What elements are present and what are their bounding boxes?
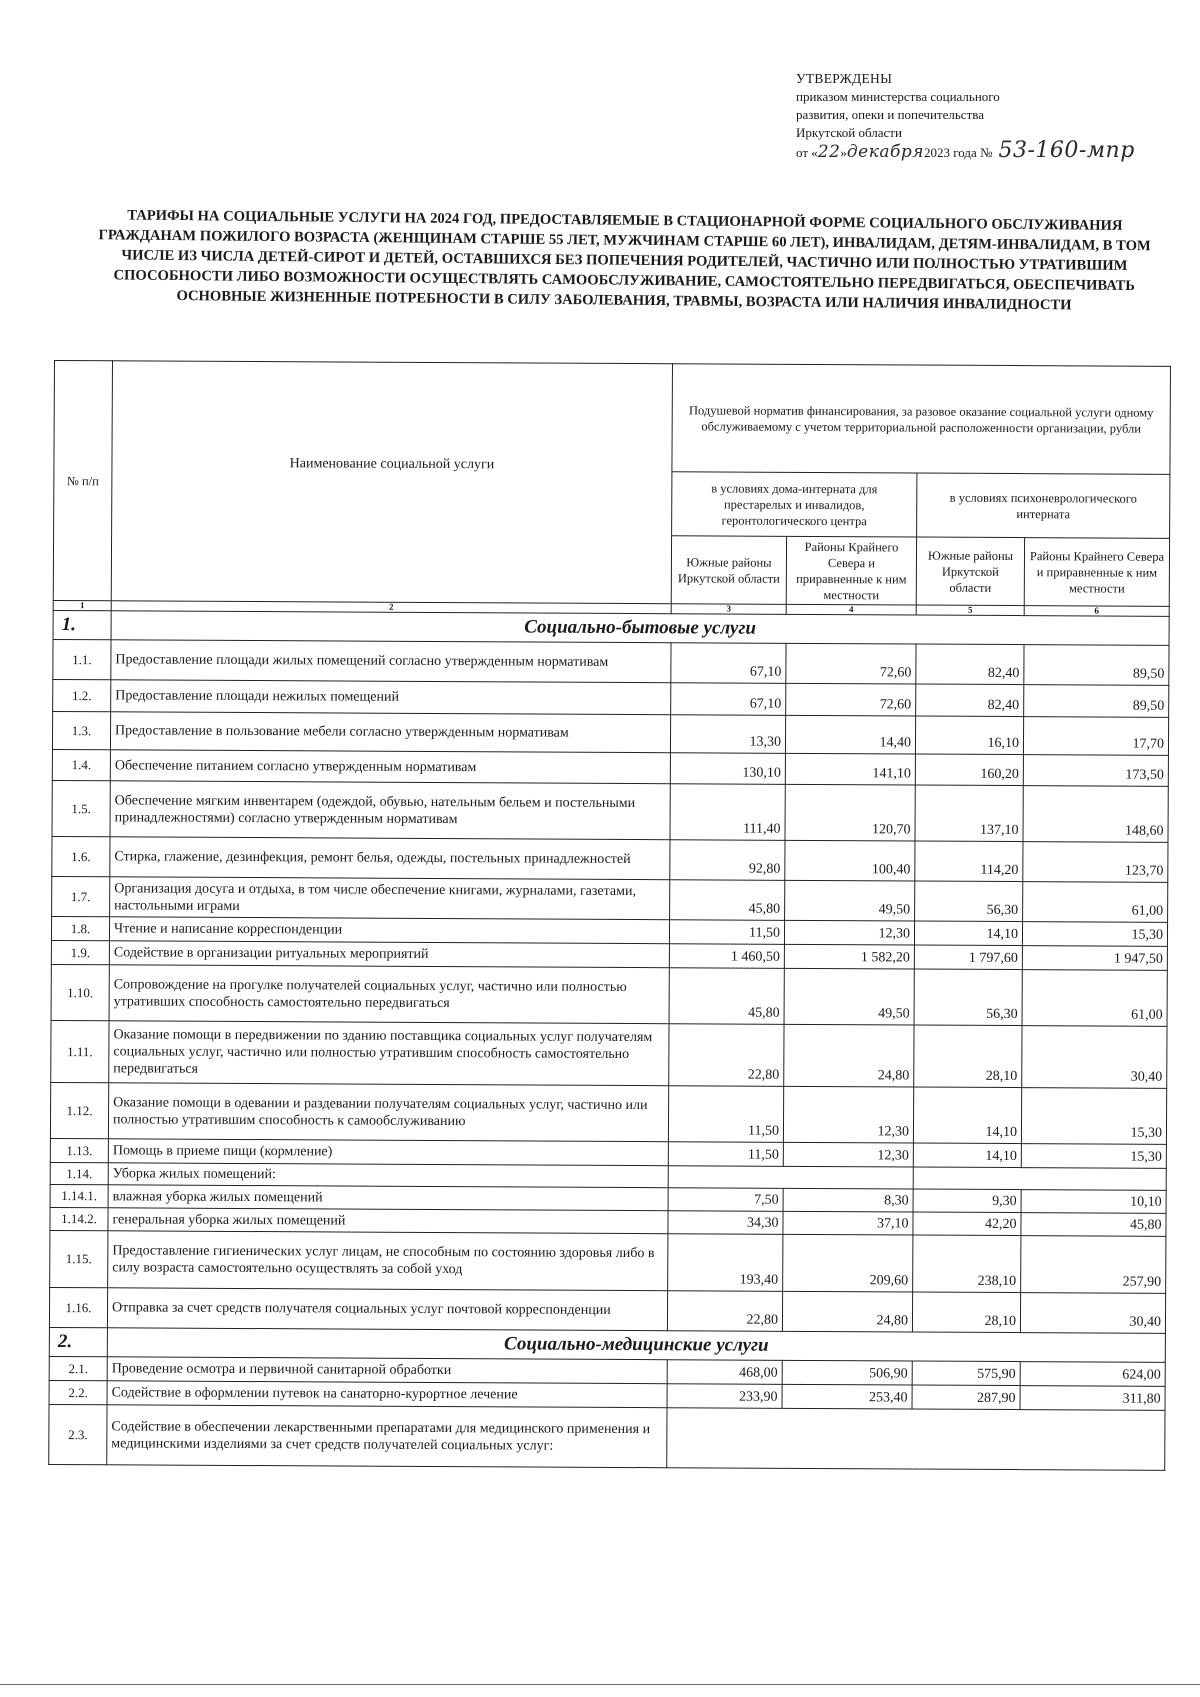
tariff-value: 14,40: [785, 715, 915, 754]
tariff-value: 173,50: [1023, 755, 1168, 787]
row-number: 1.14.1.: [50, 1184, 108, 1207]
row-number: 1.15.: [50, 1230, 108, 1287]
approval-line-2: развития, опеки и попечительства: [796, 107, 984, 122]
approval-line-3: Иркутской области: [796, 125, 902, 140]
tariff-value: 123,70: [1023, 842, 1168, 883]
tariff-value: 14,10: [913, 1087, 1021, 1144]
tariff-value: 45,80: [1021, 1213, 1166, 1237]
tariff-value: 253,40: [782, 1384, 912, 1409]
table-row: [49, 1287, 1165, 1333]
row-number: 1.1.: [53, 639, 111, 679]
tariff-value: 14,10: [914, 921, 1022, 946]
service-name: Отправка за счет средств получателя социальных услуг почтовой корреспонденции: [107, 1288, 667, 1331]
tariff-value: 61,00: [1022, 970, 1167, 1027]
section-title: Социально-бытовые услуги: [111, 611, 1169, 646]
section-number: 1.: [53, 610, 111, 639]
service-name: Предоставление гигиенических услуг лицам, не способным по состоянию здоровья либо в силу возраста самостоятельно осуществлять за собой уход: [108, 1231, 668, 1291]
column-number: 2: [111, 601, 671, 614]
approval-from-label: от «: [796, 145, 818, 160]
tariff-value: 61,00: [1023, 882, 1168, 923]
tariff-value: 209,60: [783, 1234, 913, 1292]
tariff-value: 89,50: [1024, 685, 1169, 718]
tariff-value: 22,80: [667, 1291, 782, 1332]
tariff-value: 67,10: [671, 683, 786, 716]
approval-year-label: 2023 года №: [924, 145, 993, 160]
row-number: 1.10.: [51, 964, 109, 1020]
empty-value-cell: [913, 1167, 1166, 1190]
row-number: 1.8.: [51, 916, 109, 940]
row-number: 1.5.: [52, 780, 110, 836]
header-group-2: в условиях психоневрологического интерната: [917, 473, 1170, 538]
service-name: Оказание помощи в одевании и раздевании получателям социальных услуг, частично или полностью утратившим способность к самообслуживанию: [108, 1083, 668, 1142]
table-row: [52, 836, 1168, 882]
table-body: [49, 610, 1169, 1470]
tariff-value: 12,30: [783, 1086, 913, 1143]
tariff-value: 193,40: [668, 1234, 783, 1292]
tariff-value: 17,70: [1023, 717, 1168, 756]
header-col-4: Районы Крайнего Севера и приравненные к ним местности: [786, 536, 916, 605]
tariff-value: 82,40: [916, 644, 1024, 685]
tariff-value: 49,50: [785, 880, 915, 921]
tariff-value: 468,00: [667, 1360, 782, 1385]
tariff-value: 42,20: [913, 1212, 1021, 1236]
tariff-value: 10,10: [1021, 1190, 1166, 1214]
tariff-value: 114,20: [915, 841, 1023, 882]
row-number: 1.7.: [52, 876, 110, 916]
tariff-value: 30,40: [1022, 1026, 1167, 1089]
row-number: 1.11.: [51, 1020, 109, 1082]
tariff-value: 30,40: [1020, 1293, 1165, 1334]
empty-value-cell: [668, 1166, 913, 1189]
row-number: 2.1.: [49, 1356, 107, 1380]
header-col-5: Южные районы Иркутской области: [916, 537, 1024, 606]
service-name: Обеспечение питанием согласно утвержденным нормативам: [110, 750, 670, 784]
tariff-value: 111,40: [670, 784, 785, 841]
approval-order-number: 53-160-мпр: [998, 138, 1135, 163]
service-name: Содействие в организации ритуальных мероприятий: [109, 941, 669, 968]
tariff-value: 56,30: [914, 969, 1022, 1026]
column-number: 6: [1024, 606, 1169, 617]
tariff-value: 72,60: [786, 683, 916, 716]
table-row: [51, 964, 1167, 1026]
service-name: Чтение и написание корреспонденции: [109, 917, 669, 944]
tariff-value: 1 947,50: [1022, 946, 1167, 971]
document-title: ТАРИФЫ НА СОЦИАЛЬНЫЕ УСЛУГИ НА 2024 ГОД, ПРЕДОСТАВЛЯЕМЫЕ В СТАЦИОНАРНОЙ ФОРМЕ СОЦИАЛЬНОГО ОБСЛУЖИВАНИЯ ГРАЖДАНАМ ПОЖИЛОГО ВОЗРАСТА (ЖЕНЩИНАМ СТАРШЕ 55 ЛЕТ, МУЖЧИНАМ СТАРШЕ 60 ЛЕТ), ИНВАЛИДАМ, ДЕТЯМ-ИНВАЛИДАМ, В ТОМ ЧИСЛЕ ИЗ ЧИСЛА ДЕТЕЙ-СИРОТ И ДЕТЕЙ, ОСТАВШИХСЯ БЕЗ ПОПЕЧЕНИЯ РОДИТЕЛЕЙ, ЧАСТИЧНО ИЛИ ПОЛНОСТЬЮ УТРАТИВШИМ СПОСОБНОСТИ ЛИБО ВОЗМОЖНОСТИ ОСУЩЕСТВЛЯТЬ САМООБСЛУЖИВАНИЕ, САМОСТОЯТЕЛЬНО ПЕРЕДВИГАТЬСЯ, ОБЕСПЕЧИВАТЬ ОСНОВНЫЕ ЖИЗНЕННЫЕ ПОТРЕБНОСТИ В СИЛУ ЗАБОЛЕВАНИЯ, ТРАВМЫ, ВОЗРАСТА ИЛИ НАЛИЧИЯ ИНВАЛИДНОСТИ: [98, 207, 1151, 314]
tariff-value: 160,20: [915, 754, 1023, 786]
header-name: Наименование социальной услуги: [111, 361, 672, 604]
row-number: 1.16.: [49, 1287, 107, 1327]
tariff-value: 15,30: [1022, 922, 1167, 947]
service-name: Уборка жилых помещений:: [108, 1163, 668, 1188]
tariff-value: 56,30: [915, 881, 1023, 922]
tariff-value: 287,90: [912, 1385, 1020, 1410]
column-number: 4: [786, 604, 916, 615]
column-number: 1: [53, 600, 111, 610]
tariff-value: 16,10: [915, 716, 1023, 755]
section-number: 2.: [49, 1327, 107, 1356]
tariff-value: 45,80: [670, 880, 785, 921]
tariff-value: 1 582,20: [784, 944, 914, 969]
tariff-value: 11,50: [668, 1086, 783, 1143]
row-number: 1.3.: [52, 711, 110, 749]
tariff-value: 72,60: [786, 643, 916, 684]
tariff-value: 120,70: [785, 784, 915, 841]
tariff-value: 11,50: [669, 920, 784, 945]
empty-value-cell: [667, 1408, 1165, 1471]
row-number: 1.9.: [51, 940, 109, 964]
service-name: влажная уборка жилых помещений: [108, 1185, 668, 1211]
service-name: Обеспечение мягким инвентарем (одеждой, обувью, нательным бельем и постельными принадлежностями) согласно утвержденным нормативам: [110, 781, 670, 840]
table-row: [50, 1230, 1166, 1293]
tariff-value: 45,80: [669, 968, 784, 1025]
tariff-table-container: [48, 360, 1170, 1471]
tariff-value: 7,50: [668, 1188, 783, 1212]
service-name: Предоставление в пользование мебели согласно утвержденным нормативам: [110, 712, 670, 753]
service-name: Содействие в обеспечении лекарственными препаратами для медицинского применения и медицинскими изделиями за счет средств получателей социальных услуг:: [107, 1405, 667, 1468]
tariff-value: 137,10: [915, 785, 1023, 842]
table-row: [52, 711, 1168, 755]
row-number: 1.14.2.: [50, 1207, 108, 1230]
tariff-value: 1 460,50: [669, 944, 784, 969]
approval-day-close: »: [840, 145, 847, 160]
tariff-value: 100,40: [785, 840, 915, 881]
tariff-value: 24,80: [782, 1291, 912, 1332]
tariff-value: 8,30: [783, 1188, 913, 1212]
tariff-value: 12,30: [783, 1142, 913, 1167]
header-num: № п/п: [53, 361, 112, 601]
table-row: [53, 639, 1169, 685]
tariff-value: 28,10: [912, 1292, 1020, 1333]
tariff-value: 34,30: [668, 1211, 783, 1235]
approval-title: УТВЕРЖДЕНЫ: [796, 71, 893, 86]
service-name: генеральная уборка жилых помещений: [108, 1208, 668, 1234]
tariff-value: 14,10: [913, 1143, 1021, 1168]
table-row: [50, 1082, 1166, 1144]
tariff-value: 257,90: [1021, 1236, 1166, 1294]
approval-line-1: приказом министерства социального: [796, 89, 1000, 104]
tariff-value: 49,50: [784, 968, 914, 1025]
table-row: [52, 876, 1168, 922]
header-col-3: Южные районы Иркутской области: [671, 536, 786, 605]
row-number: 2.2.: [49, 1380, 107, 1404]
row-number: 1.12.: [50, 1082, 108, 1138]
tariff-value: 15,30: [1021, 1144, 1166, 1169]
service-name: Содействие в оформлении путевок на санаторно-курортное лечение: [107, 1381, 667, 1408]
tariff-value: 82,40: [916, 684, 1024, 717]
approval-order-line: [796, 138, 1186, 163]
approval-month: декабря: [846, 142, 925, 162]
tariff-value: 233,90: [667, 1384, 782, 1409]
table-row: [52, 780, 1168, 842]
tariff-value: 148,60: [1023, 786, 1168, 843]
tariff-value: 22,80: [669, 1024, 784, 1087]
section-title: Социально-медицинские услуги: [107, 1328, 1165, 1363]
tariff-value: 624,00: [1020, 1362, 1165, 1387]
service-name: Предоставление площади нежилых помещений: [111, 680, 671, 715]
header-col-6: Районы Крайнего Севера и приравненные к ним местности: [1024, 538, 1169, 607]
tariff-value: 89,50: [1024, 645, 1169, 686]
table-row: [51, 1020, 1167, 1088]
tariff-table: [48, 360, 1171, 1471]
row-number: 1.13.: [50, 1138, 108, 1162]
service-name: Предоставление площади жилых помещений согласно утвержденным нормативам: [111, 640, 671, 683]
tariff-value: 11,50: [668, 1142, 783, 1167]
service-name: Оказание помощи в передвижении по зданию поставщика социальных услуг получателям социальных услуг, частично или полностью утратившим способность самостоятельно передвигаться: [109, 1021, 669, 1086]
approval-day: 22: [817, 142, 841, 162]
service-name: Проведение осмотра и первичной санитарной обработки: [107, 1357, 667, 1384]
tariff-value: 67,10: [671, 643, 786, 684]
tariff-value: 238,10: [913, 1235, 1021, 1293]
tariff-value: 311,80: [1020, 1386, 1165, 1411]
tariff-value: 37,10: [783, 1211, 913, 1235]
service-name: Сопровождение на прогулке получателей социальных услуг, частично или полностью утративших способность самостоятельно передвигаться: [109, 965, 669, 1024]
service-name: Помощь в приеме пищи (кормление): [108, 1139, 668, 1166]
row-number: 1.6.: [52, 836, 110, 876]
approval-block: [796, 70, 1186, 162]
service-name: Организация досуга и отдыха, в том числе обеспечение книгами, журналами, газетами, настольными играми: [110, 877, 670, 920]
tariff-value: 13,30: [670, 715, 785, 754]
table-row: [49, 1404, 1165, 1470]
header-group-1: в условиях дома-интерната для престарелых и инвалидов, геронтологического центра: [672, 472, 917, 537]
row-number: 2.3.: [49, 1404, 107, 1464]
tariff-value: 9,30: [913, 1189, 1021, 1213]
tariff-value: 130,10: [670, 753, 785, 785]
row-number: 1.2.: [53, 679, 111, 711]
tariff-value: 92,80: [670, 840, 785, 881]
tariff-value: 506,90: [782, 1360, 912, 1385]
header-row-1: [54, 361, 1171, 475]
row-number: 1.14.: [50, 1162, 108, 1184]
tariff-value: 28,10: [914, 1025, 1022, 1088]
tariff-value: 141,10: [785, 753, 915, 785]
tariff-value: 575,90: [912, 1361, 1020, 1386]
tariff-value: 15,30: [1021, 1088, 1166, 1145]
column-number: 5: [916, 605, 1024, 616]
column-number: 3: [671, 604, 786, 615]
header-funding: Подушевой норматив финансирования, за разовое оказание социальной услуги одному обслуживаемому с учетом территориальной расположенности организации, рубли: [672, 364, 1171, 475]
tariff-value: 24,80: [784, 1024, 914, 1087]
scan-edge-line: [0, 1684, 1200, 1685]
row-number: 1.4.: [52, 749, 110, 780]
tariff-value: 1 797,60: [914, 945, 1022, 970]
service-name: Стирка, глажение, дезинфекция, ремонт белья, одежды, постельных принадлежностей: [110, 837, 670, 880]
tariff-value: 12,30: [784, 920, 914, 945]
